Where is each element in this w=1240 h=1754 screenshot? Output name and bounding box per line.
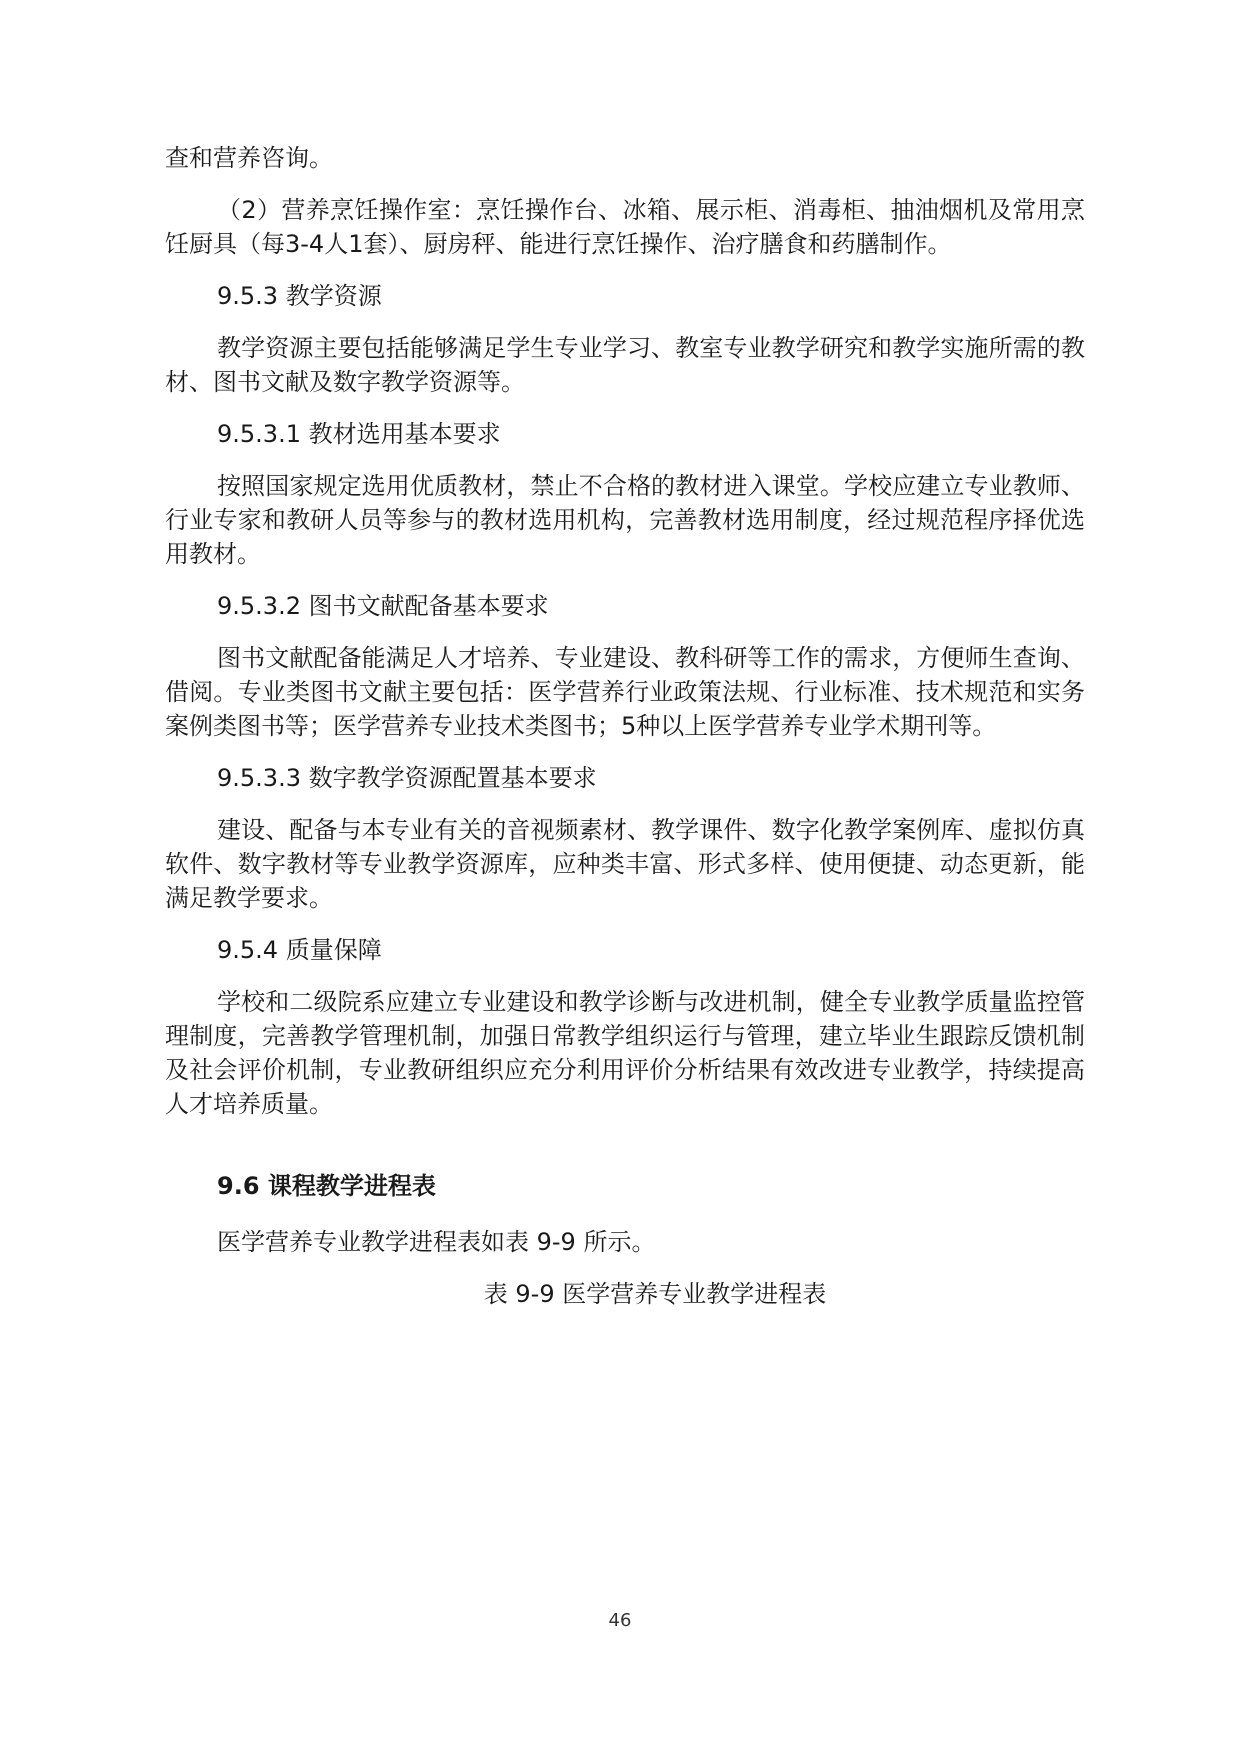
heading-9-5-4: 9.5.4 质量保障 bbox=[217, 936, 382, 964]
heading-9-6: 9.6 课程教学进程表 bbox=[217, 1172, 436, 1200]
paragraph-continuation: 查和营养咨询。 bbox=[165, 144, 333, 172]
page-number: 46 bbox=[608, 1610, 632, 1631]
paragraph-library-resources: 图书文献配备能满足人才培养、专业建设、教科研等工作的需求，方便师生查询、借阅。专业类图书文献主要包括：医学营养行业政策法规、行业标准、技术规范和实务案例类图书等；医学营养专业技术类图书；5种以上医学营养专业学术期刊等。 bbox=[165, 644, 1085, 740]
table-caption: 表 9-9 医学营养专业教学进程表 bbox=[483, 1280, 827, 1308]
paragraph-textbook-selection: 按照国家规定选用优质教材，禁止不合格的教材进入课堂。学校应建立专业教师、行业专家和教研人员等参与的教材选用机构，完善教材选用制度，经过规范程序择优选用教材。 bbox=[165, 472, 1085, 568]
heading-9-5-3-1: 9.5.3.1 教材选用基本要求 bbox=[217, 420, 501, 448]
paragraph-nutrition-cooking-room: （2）营养烹饪操作室：烹饪操作台、冰箱、展示柜、消毒柜、抽油烟机及常用烹饪厨具（每3-4人1套）、厨房秤、能进行烹饪操作、治疗膳食和药膳制作。 bbox=[165, 196, 1085, 258]
heading-9-5-3: 9.5.3 教学资源 bbox=[217, 282, 382, 310]
heading-9-5-3-3: 9.5.3.3 数字教学资源配置基本要求 bbox=[217, 764, 597, 792]
heading-9-5-3-2: 9.5.3.2 图书文献配备基本要求 bbox=[217, 592, 549, 620]
paragraph-quality-assurance: 学校和二级院系应建立专业建设和教学诊断与改进机制，健全专业教学质量监控管理制度，完善教学管理机制，加强日常教学组织运行与管理，建立毕业生跟踪反馈机制及社会评价机制，专业教研组织应充分利用评价分析结果有效改进专业教学，持续提高人才培养质量。 bbox=[165, 988, 1085, 1118]
paragraph-schedule-intro: 医学营养专业教学进程表如表 9-9 所示。 bbox=[217, 1228, 656, 1256]
paragraph-teaching-resources: 教学资源主要包括能够满足学生专业学习、教室专业教学研究和教学实施所需的教材、图书文献及数字教学资源等。 bbox=[165, 334, 1085, 396]
page-body bbox=[165, 141, 1085, 1311]
paragraph-digital-resources: 建设、配备与本专业有关的音视频素材、教学课件、数字化教学案例库、虚拟仿真软件、数字教材等专业教学资源库，应种类丰富、形式多样、使用便捷、动态更新，能满足教学要求。 bbox=[165, 816, 1085, 912]
